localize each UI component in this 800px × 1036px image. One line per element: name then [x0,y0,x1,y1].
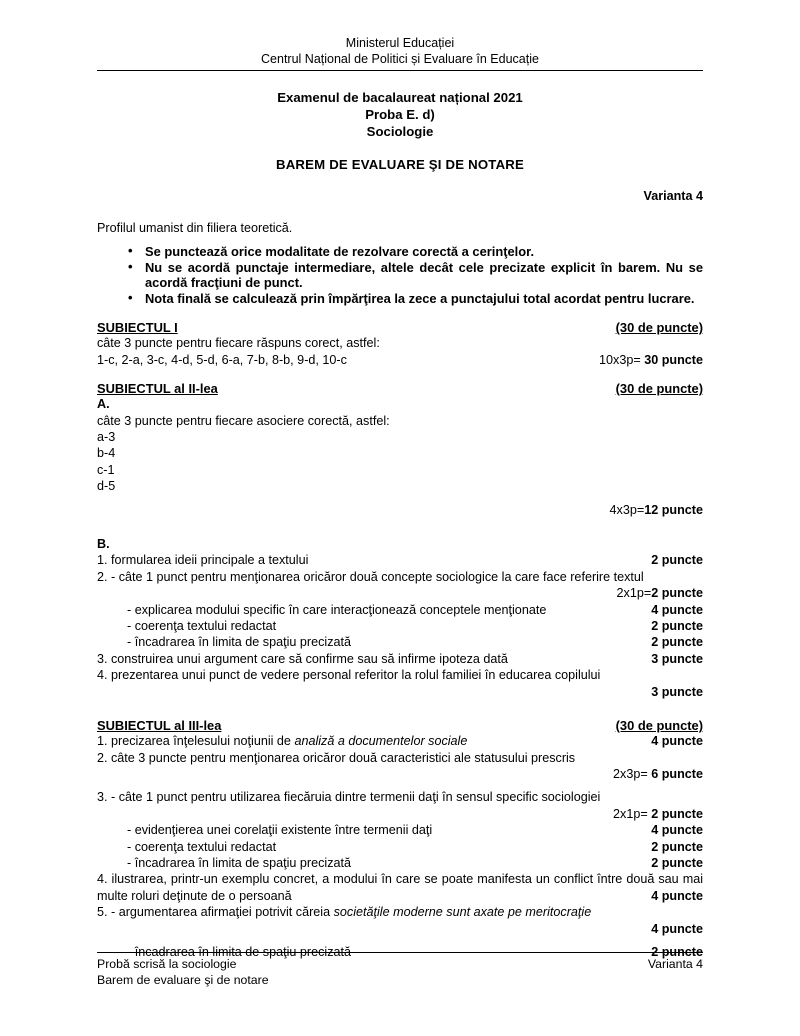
subiectul-3-item [97,822,703,838]
item-text: - încadrarea în limita de spaţiu precizată [127,944,352,959]
list-item [97,260,703,291]
item-text: - încadrarea în limita de spaţiu precizată [127,855,352,870]
item-points: 2 puncte [651,553,703,568]
item-text: - încadrarea în limita de spaţiu precizată [127,635,352,650]
list-item [97,291,703,307]
score-points: 12 puncte [644,502,703,517]
exam-title: Examenul de bacalaureat național 2021 [277,90,523,105]
score-points: 30 puncte [644,352,703,367]
section-title: SUBIECTUL al III-lea [97,718,222,734]
section-points: (30 de puncte) [615,718,703,734]
subiectul-3-item-score: 4 puncte [651,921,703,936]
subiectul-3-item [97,855,703,871]
item-points: 2 puncte [651,839,703,854]
document-content [97,0,703,960]
item-points: 2 puncte [651,855,703,870]
item-text-pre: 1. precizarea înţelesului noţiunii de [97,734,295,749]
part-a-pair: c-1 [97,462,115,477]
subiectul-3-item [97,904,703,920]
part-b-item-score: 3 puncte [651,684,703,699]
part-b-item [97,552,703,568]
subiectul-1-intro: câte 3 puncte pentru fiecare răspuns corect, astfel: [97,336,380,351]
ministry-name: Ministerul Educației [345,36,455,50]
item-text-pre: 5. - argumentarea afirmaţiei potrivit căreia [97,905,334,920]
document-footer [97,952,703,988]
footer-divider [97,952,703,953]
subiectul-3-item [97,733,703,749]
footer-exam-label: Probă scrisă la sociologie [97,957,237,971]
part-b-item: 4. prezentarea unui punct de vedere personal referitor la rolul familiei în educarea copilului [97,668,601,683]
item-points: 4 puncte [651,888,703,903]
item-points: 2 puncte [651,944,703,959]
item-text: 3. construirea unui argument care să confirme sau să infirme ipoteza dată [97,651,508,666]
subiectul-3-item: 3. - câte 1 punct pentru utilizarea fiecăruia dintre termenii daţi în sensul specific sociologiei [97,790,601,805]
document-header [97,0,703,67]
part-b-item [97,634,703,650]
item-text: - evidenţierea unei corelaţii existente între termenii daţi [127,823,433,838]
score-points: 6 puncte [651,766,703,781]
evaluation-center-name: Centrul Național de Politici și Evaluare în Educație [261,51,539,66]
part-b-item [97,602,703,618]
score-points: 2 puncte [651,806,703,821]
header-divider [97,70,703,71]
footer-varianta: Varianta 4 [647,957,703,971]
rule-text: Nu se acordă punctaje intermediare, altele decât cele precizate explicit în barem. Nu se acordă fracţiuni de punct. [145,259,703,291]
score-calc: 10x3p= [599,352,645,367]
bullet-icon: • [128,258,133,274]
rule-text: Se punctează orice modalitate de rezolvare corectă a cerinţelor. [145,244,535,259]
part-a-pair: b-4 [97,446,116,461]
item-text: - coerenţa textului redactat [127,839,277,854]
item-points: 4 puncte [651,602,703,617]
item-text: - coerenţa textului redactat [127,619,277,634]
score-calc: 2x1p= [616,586,652,601]
subiectul-3-item [97,839,703,855]
part-b-label: B. [97,537,110,552]
part-b-item [97,651,703,667]
section-heading-subiectul-1 [97,320,703,335]
section-heading-subiectul-3 [97,718,703,733]
bullet-icon: • [128,243,133,258]
subiectul-1-score [599,352,703,368]
part-a-pair: d-5 [97,479,116,494]
exam-title-block [97,89,703,140]
item-text: - explicarea modului specific în care interacţionează conceptele menţionate [127,602,547,617]
subiectul-3-item: 2. câte 3 puncte pentru menţionarea oricăror două caracteristici ale statusului prescris [97,750,576,765]
item-text: 1. formularea ideii principale a textului [97,553,309,568]
subiectul-1-answers-row [97,352,703,368]
varianta-label: Varianta 4 [643,189,703,203]
footer-line-1 [97,957,703,973]
item-points: 2 puncte [651,619,703,634]
subiectul-3-item-score [97,806,703,822]
section-title: SUBIECTUL I [97,320,178,336]
profile-line: Profilul umanist din filiera teoretică. [97,221,293,235]
rule-text: Nota finală se calculează prin împărţirea la zece a punctajului total acordat pentru lucrare. [145,290,695,306]
score-calc: 2x1p= [613,806,652,821]
item-text-emphasis: analiză a documentelor sociale [294,734,468,749]
section-points: (30 de puncte) [615,320,703,336]
subiectul-3-item-score [97,766,703,782]
item-points: 2 puncte [651,635,703,650]
barem-title: BAREM DE EVALUARE ŞI DE NOTARE [275,157,525,172]
grading-rules-list [97,244,703,306]
list-item [97,244,703,260]
part-b-item [97,618,703,634]
part-a-label: A. [97,397,110,412]
score-calc: 2x3p= [613,766,652,781]
part-a-intro: câte 3 puncte pentru fiecare asociere corectă, astfel: [97,413,390,428]
section-points: (30 de puncte) [615,381,703,397]
part-a-pair: a-3 [97,430,116,444]
bullet-icon: • [128,289,133,305]
section-heading-subiectul-2 [97,381,703,396]
section-title: SUBIECTUL al II-lea [97,381,218,397]
item-points: 4 puncte [651,823,703,838]
footer-barem-label: Barem de evaluare şi de notare [97,972,269,987]
subiectul-1-answers: 1-c, 2-a, 3-c, 4-d, 5-d, 6-a, 7-b, 8-b, 9-d, 10-c [97,352,347,367]
item-text: 4. ilustrarea, printr-un exemplu concret, a modului în care se poate manifesta un conflict între două sau mai multe roluri deţinute de o persoană [97,872,703,903]
item-points: 4 puncte [651,734,703,749]
exam-subject: Sociologie [366,124,434,139]
item-points: 3 puncte [651,651,703,666]
item-text [97,733,651,749]
part-b-item: 2. - câte 1 punct pentru menţionarea oricăror două concepte sociologice la care face referire textul [97,569,644,584]
subiectul-3-item [97,871,703,904]
part-a-total [97,502,703,518]
item-text-emphasis: societăţile moderne sunt axate pe meritocraţie [333,905,592,920]
part-b-item-score [97,585,703,601]
score-points: 2 puncte [651,586,703,601]
exam-proba: Proba E. d) [365,107,435,122]
score-calc: 4x3p= [609,502,645,517]
